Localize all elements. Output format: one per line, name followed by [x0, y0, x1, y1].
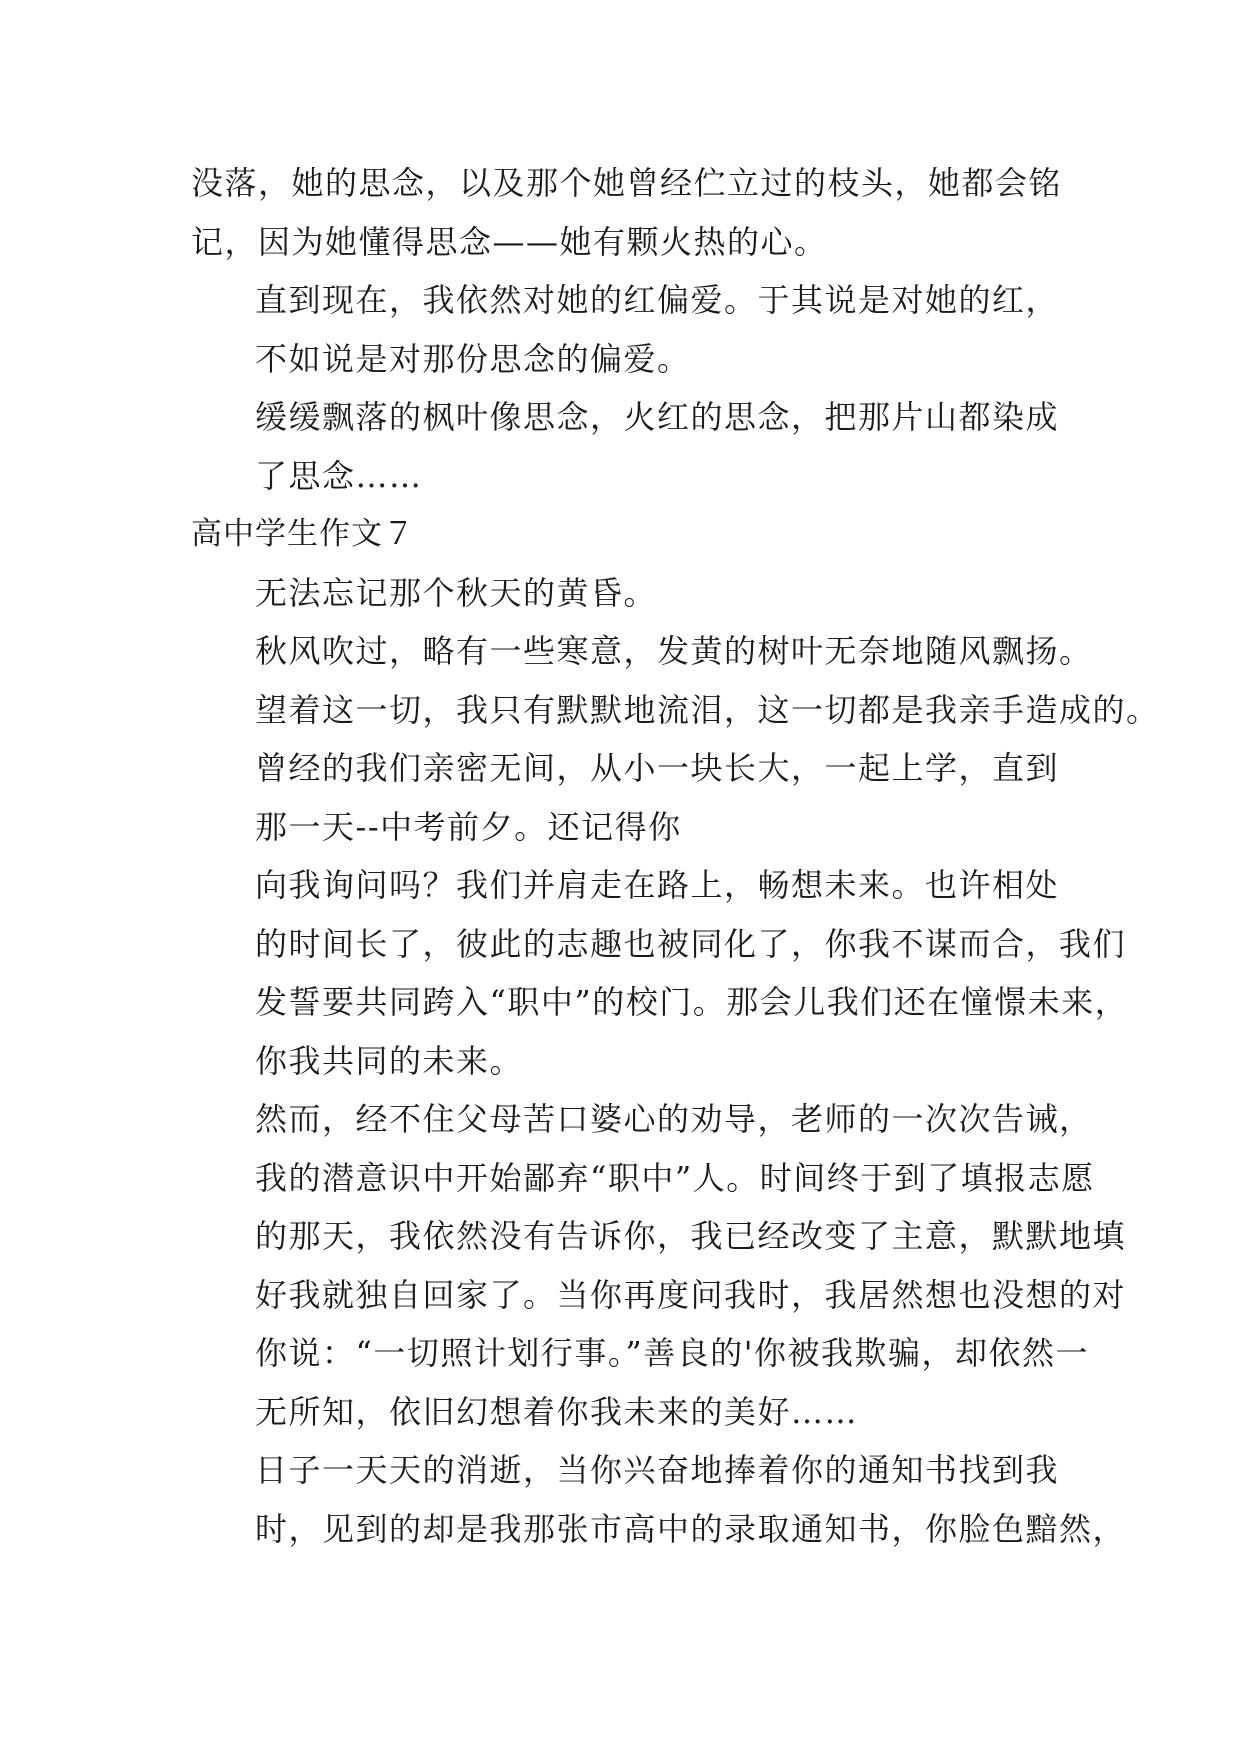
- text-line: 了思念……: [255, 456, 423, 495]
- paragraph: [191, 1090, 1127, 1441]
- text-line: 的时间长了，彼此的志趣也被同化了，你我不谋而合，我们: [255, 924, 1127, 963]
- text-line: 然而，经不住父母苦口婆心的劝导，老师的一次次告诫，: [255, 1100, 1093, 1138]
- text-line: 曾经的我们亲密无间，从小一块长大，一起上学，直到: [255, 749, 1060, 787]
- text-line: 我的潜意识中开始鄙弃“职中”人。时间终于到了填报志愿: [255, 1158, 1095, 1197]
- section-heading: [191, 505, 1061, 564]
- text-line: 无法忘记那个秋天的黄昏。: [255, 573, 658, 612]
- text-line: 那一天--中考前夕。还记得你: [255, 807, 682, 846]
- paragraph: [191, 622, 1160, 739]
- paragraph: [191, 564, 1061, 623]
- text-line: 你说：“一切照计划行事。”善良的'你被我欺骗，却依然一: [255, 1334, 1090, 1372]
- text-line: 时，见到的却是我那张市高中的录取通知书，你脸色黯然，: [255, 1509, 1127, 1548]
- paragraph: [191, 739, 1061, 856]
- text-line: 日子一天天的消逝，当你兴奋地捧着你的通知书找到我: [255, 1451, 1060, 1489]
- text-line: 没落，她的思念，以及那个她曾经伫立过的枝头，她都会铭: [191, 164, 1063, 202]
- text-line: 的那天，我依然没有告诉你，我已经改变了主意，默默地填: [255, 1217, 1127, 1255]
- text-line: 缓缓飘落的枫叶像思念，火红的思念，把那片山都染成: [255, 398, 1060, 436]
- paragraph: [191, 154, 1061, 271]
- paragraph: [191, 271, 1061, 388]
- text-line: 向我询问吗？我们并肩走在路上，畅想未来。也许相处: [255, 866, 1060, 904]
- text-line: 不如说是对那份思念的偏爱。: [255, 339, 691, 378]
- text-line: 高中学生作文７: [191, 516, 415, 552]
- text-line: 望着这一切，我只有默默地流泪，这一切都是我亲手造成的。: [255, 690, 1160, 729]
- text-line: 直到现在，我依然对她的红偏爱。于其说是对她的红，: [255, 281, 1060, 319]
- paragraph: [191, 388, 1061, 505]
- paragraph: [191, 856, 1129, 1090]
- document-page: [191, 154, 1160, 1558]
- text-line: 记，因为她懂得思念——她有颗火热的心。: [191, 222, 828, 261]
- paragraph: [191, 1441, 1127, 1558]
- text-line: 无所知，依旧幻想着你我未来的美好……: [255, 1392, 859, 1431]
- text-line: 好我就独自回家了。当你再度问我时，我居然想也没想的对: [255, 1275, 1127, 1314]
- text-line: 你我共同的未来。: [255, 1041, 524, 1080]
- text-line: 秋风吹过，略有一些寒意，发黄的树叶无奈地随风飘扬。: [255, 632, 1093, 670]
- text-line: 发誓要共同跨入“职中”的校门。那会儿我们还在憧憬未来，: [255, 983, 1129, 1021]
- document-body: [191, 154, 1160, 1558]
